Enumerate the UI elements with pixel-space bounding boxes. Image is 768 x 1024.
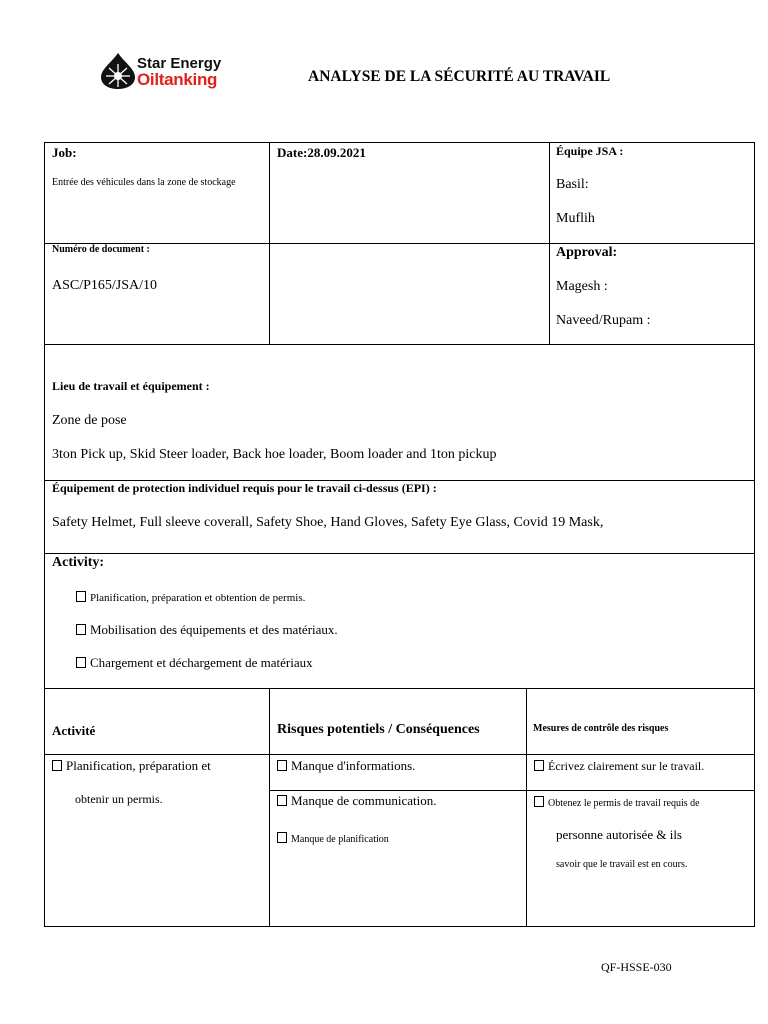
activity-label: Activity:	[52, 555, 105, 570]
activity-item-text: Mobilisation des équipements et des matériaux.	[90, 622, 338, 637]
team-label: Équipe JSA :	[556, 144, 624, 158]
activity-item	[76, 656, 313, 669]
flame-drop-icon	[100, 52, 136, 90]
control-item-line: personne autorisée & ils	[556, 827, 682, 842]
column-header-controls: Mesures de contrôle des risques	[533, 723, 669, 734]
workplace-label: Lieu de travail et équipement :	[52, 379, 210, 393]
form-code: QF-HSSE-030	[601, 960, 672, 974]
column-header-activity: Activité	[52, 723, 96, 738]
job-value: Entrée des véhicules dans la zone de stockage	[52, 177, 236, 188]
activity-item	[76, 623, 338, 636]
logo-line-1: Star Energy	[137, 55, 222, 72]
page-title: ANALYSE DE LA SÉCURITÉ AU TRAVAIL	[308, 68, 611, 85]
document-number-value: ASC/P165/JSA/10	[52, 278, 158, 293]
job-label: Job:	[52, 145, 77, 160]
checkbox-icon	[52, 760, 62, 771]
team-member: Muflih	[556, 211, 595, 226]
control-item: Écrivez clairement sur le travail.	[534, 760, 704, 772]
approver: Magesh :	[556, 279, 608, 294]
checkbox-icon	[277, 760, 287, 771]
date-label: Date:28.09.2021	[277, 145, 366, 160]
risk-item: Manque d'informations.	[277, 759, 415, 772]
workplace-line: 3ton Pick up, Skid Steer loader, Back hoe loader, Boom loader and 1ton pickup	[52, 447, 497, 462]
checkbox-icon	[76, 591, 86, 602]
activity-item	[76, 591, 305, 604]
control-item: Obtenez le permis de travail requis de	[534, 796, 700, 809]
risk-item: Manque de communication.	[277, 794, 437, 807]
column-header-risks: Risques potentiels / Conséquences	[277, 722, 480, 737]
activity-item-text: Planification, préparation et obtention de permis.	[90, 592, 306, 604]
checkbox-icon	[76, 624, 86, 635]
workplace-line: Zone de pose	[52, 413, 127, 428]
table-activity-line: Planification, préparation et	[52, 759, 211, 772]
checkbox-icon	[534, 760, 544, 771]
activity-item-text: Chargement et déchargement de matériaux	[90, 655, 313, 670]
logo-line-2: Oiltanking	[137, 70, 218, 89]
ppe-label: Équipement de protection individuel requis pour le travail ci-dessus (EPI) :	[52, 481, 437, 495]
checkbox-icon	[76, 657, 86, 668]
approval-label: Approval:	[556, 245, 618, 260]
control-item-line: savoir que le travail est en cours.	[556, 859, 688, 870]
ppe-value: Safety Helmet, Full sleeve coverall, Safety Shoe, Hand Gloves, Safety Eye Glass, Covid 19 Mask,	[52, 515, 604, 530]
checkbox-icon	[277, 795, 287, 806]
risk-item: Manque de planification	[277, 832, 389, 845]
document-number-label: Numéro de document :	[52, 244, 150, 255]
company-logo	[100, 52, 245, 92]
team-member: Basil:	[556, 177, 589, 192]
approver: Naveed/Rupam :	[556, 313, 651, 328]
table-activity-line: obtenir un permis.	[75, 792, 163, 806]
checkbox-icon	[277, 832, 287, 843]
checkbox-icon	[534, 796, 544, 807]
